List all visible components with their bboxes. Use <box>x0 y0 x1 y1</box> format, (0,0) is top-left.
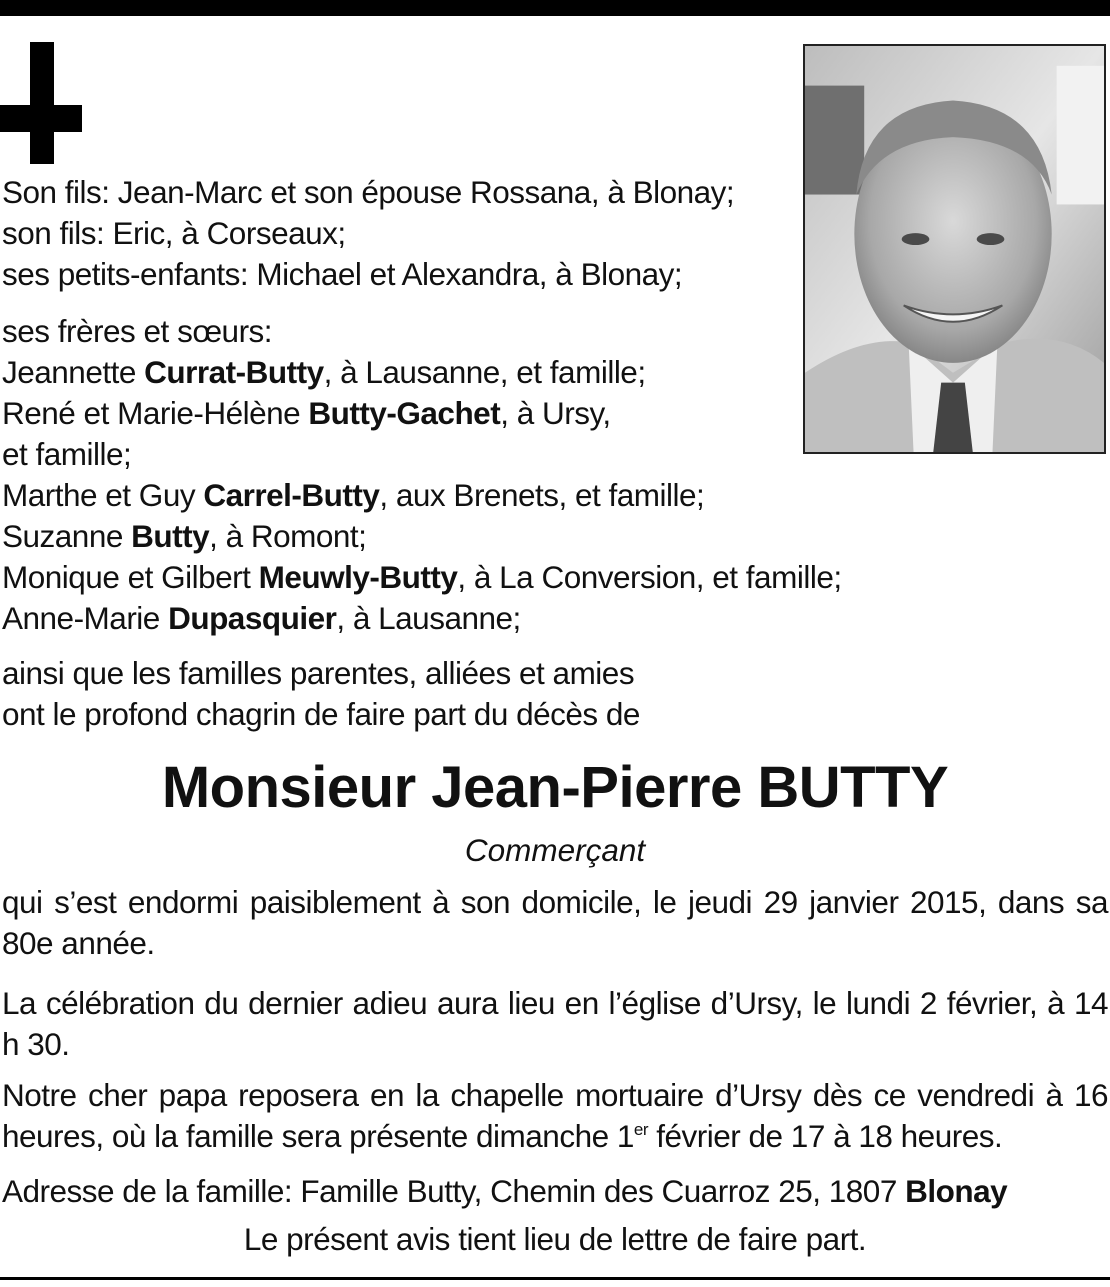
sibling-line: Jeannette Currat-Butty, à Lausanne, et famille; <box>2 354 646 390</box>
sibling-line: Suzanne Butty, à Romont; <box>2 518 367 554</box>
family-address: Adresse de la famille: Famille Butty, Chemin des Cuarroz 25, 1807 Blonay <box>2 1173 1008 1209</box>
deceased-name: Monsieur Jean-Pierre BUTTY <box>161 755 949 820</box>
cross-icon <box>0 42 82 164</box>
top-rule <box>0 0 1110 16</box>
announcement-line: ainsi que les familles parentes, alliées et amies <box>2 655 635 691</box>
family-line: ses petits-enfants: Michael et Alexandra, à Blonay; <box>2 256 683 292</box>
occupation: Commerçant <box>464 832 646 868</box>
sibling-line: Monique et Gilbert Meuwly-Butty, à La Conversion, et famille; <box>2 559 842 595</box>
death-paragraph: qui s’est endormi paisiblement à son domicile, le jeudi 29 janvier 2015, dans sa 80e année. <box>2 884 1108 961</box>
sibling-line: René et Marie-Hélène Butty-Gachet, à Ursy, <box>2 395 611 431</box>
announcement-line: ont le profond chagrin de faire part du décès de <box>2 696 640 732</box>
bottom-rule <box>0 1277 1110 1280</box>
family-line: son fils: Eric, à Corseaux; <box>2 215 346 251</box>
family-block <box>2 172 1108 295</box>
siblings-heading: ses frères et sœurs: <box>2 313 273 349</box>
sibling-line: et famille; <box>2 436 132 472</box>
sibling-line: Anne-Marie Dupasquier, à Lausanne; <box>2 600 521 636</box>
announcement-block <box>2 653 1108 735</box>
rest-paragraph: Notre cher papa reposera en la chapelle mortuaire d’Ursy dès ce vendredi à 16 heures, où la famille sera présente dimanche 1er février de 17 à 18 heures. <box>2 1077 1108 1154</box>
siblings-block <box>2 311 1108 639</box>
sibling-line: Marthe et Guy Carrel-Butty, aux Brenets, et famille; <box>2 477 705 513</box>
ceremony-paragraph: La célébration du dernier adieu aura lieu en l’église d’Ursy, le lundi 2 février, à 14 h 30. <box>2 985 1108 1062</box>
closing-note: Le présent avis tient lieu de lettre de faire part. <box>243 1221 867 1257</box>
family-line: Son fils: Jean-Marc et son épouse Rossana, à Blonay; <box>2 174 735 210</box>
address-town: Blonay <box>905 1173 1008 1209</box>
